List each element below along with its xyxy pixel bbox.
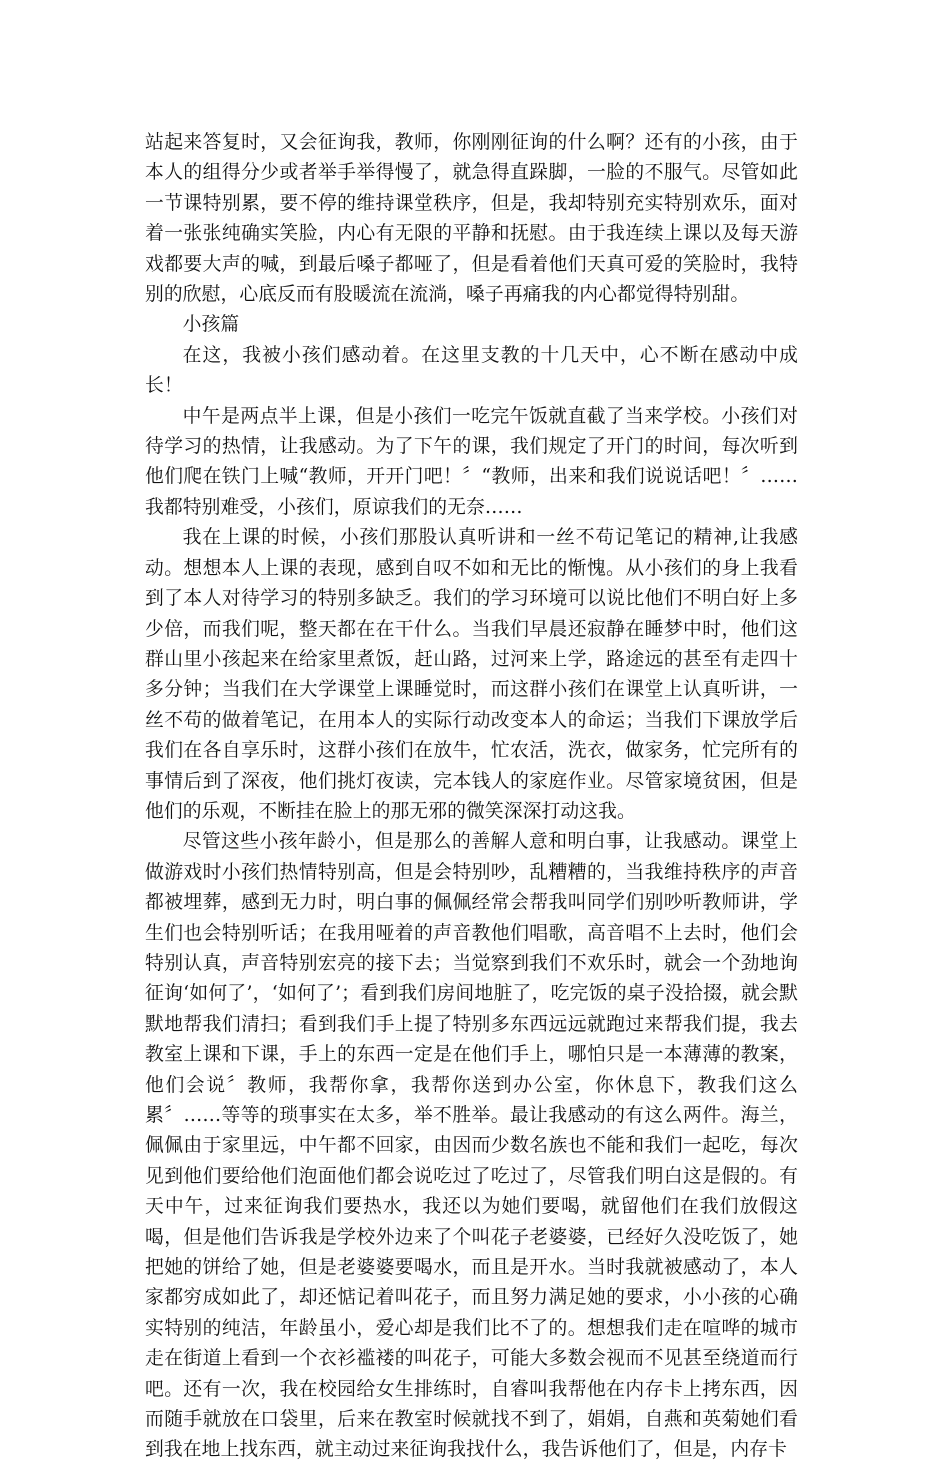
document-page (145, 128, 798, 1466)
paragraph-class: 我在上课的时候，小孩们那股认真听讲和一丝不苟记笔记的精神,让我感动。想想本人上课的表现，感到自叹不如和无比的惭愧。从小孩们的身上我看到了本人对待学习的特别多缺乏。我们的学习环境可以说比他们不明白好上多少倍，而我们呢，整天都在在干什么。当我们早晨还寂静在睡梦中时，他们这群山里小孩起来在给家里煮饭，赶山路，过河来上学，路途远的甚至有走四十多分钟；当我们在大学课堂上课睡觉时，而这群小孩们在课堂上认真听讲，一丝不苟的做着笔记，在用本人的实际行动改变本人的命运；当我们下课放学后我们在各自享乐时，这群小孩们在放牛，忙农活，洗衣，做家务，忙完所有的事情后到了深夜，他们挑灯夜读，完本钱人的家庭作业。尽管家境贫困，但是他们的乐观，不断挂在脸上的那无邪的微笑深深打动这我。 (145, 527, 798, 822)
paragraph-moved: 在这，我被小孩们感动着。在这里支教的十几天中，心不断在感动中成长！ (145, 344, 798, 397)
paragraph-intro: 站起来答复时，又会征询我，教师，你刚刚征询的什么啊？还有的小孩，由于本人的组得分少或者举手举得慢了，就急得直跺脚，一脸的不服气。尽管如此一节课特别累，要不停的维持课堂秩序，但是，我却特别充实特别欢乐，面对着一张张纯确实笑脸，内心有无限的平静和抚慰。由于我连续上课以及每天游戏都要大声的喊，到最后嗓子都哑了，但是看着他们天真可爱的笑脸时，我特别的欣慰，心底反而有股暖流在流淌，嗓子再痛我的内心都觉得特别甜。 (145, 132, 798, 306)
paragraph-kindness: 尽管这些小孩年龄小，但是那么的善解人意和明白事，让我感动。课堂上做游戏时小孩们热情特别高，但是会特别吵，乱糟糟的，当我维持秩序的声音都被埋葬，感到无力时，明白事的佩佩经常会帮我叫同学们别吵听教师讲，学生们也会特别听话；在我用哑着的声音教他们唱歌，高音唱不上去时，他们会特别认真，声音特别宏亮的接下去；当觉察到我们不欢乐时，就会一个劲地询征询‘如何了’，‘如何了’；看到我们房间地脏了，吃完饭的桌子没拾掇，就会默默地帮我们清扫；看到我们手上提了特别多东西远远就跑过来帮我们提，我去教室上课和下课，手上的东西一定是在他们手上，哪怕只是一本薄薄的教案，他们会说〞教师，我帮你拿，我帮你送到办公室，你休息下，教我们这么累〞……等等的琐事实在太多，举不胜举。最让我感动的有这么两件。海兰，佩佩由于家里远，中午都不回家，由因而少数名族也不能和我们一起吃，每次见到他们要给他们泡面他们都会说吃过了吃过了，尽管我们明白这是假的。有天中午，过来征询我们要热水，我还以为她们要喝，就留他们在我们放假这喝，但是他们告诉我是学校外边来了个叫花子老婆婆，已经好久没吃饭了，她把她的饼给了她，但是老婆婆要喝水，而且是开水。当时我就被感动了，本人家都穷成如此了，却还惦记着叫花子，而且努力满足她的要求，小小孩的心确实特别的纯洁，年龄虽小，爱心却是我们比不了的。想想我们走在喧哗的城市走在街道上看到一个衣衫褴褛的叫花子，可能大多数会视而不见甚至绕道而行吧。还有一次，我在校园给女生排练时，自睿叫我帮他在内存卡上拷东西，因而随手就放在口袋里，后来在教室时候就找不到了，娟娟，自燕和英菊她们看到我在地上找东西，就主动过来征询我找什么，我告诉他们了，但是，内存卡 (145, 831, 798, 1461)
paragraph-noon: 中午是两点半上课，但是小孩们一吃完午饭就直截了当来学校。小孩们对待学习的热情，让我感动。为了下午的课，我们规定了开门的时间，每次听到他们爬在铁门上喊“教师，开开门吧！〞“教师，出来和我们说说话吧！〞……我都特别难受，小孩们，原谅我们的无奈…… (145, 405, 798, 518)
section-heading: 小孩篇 (182, 314, 240, 336)
